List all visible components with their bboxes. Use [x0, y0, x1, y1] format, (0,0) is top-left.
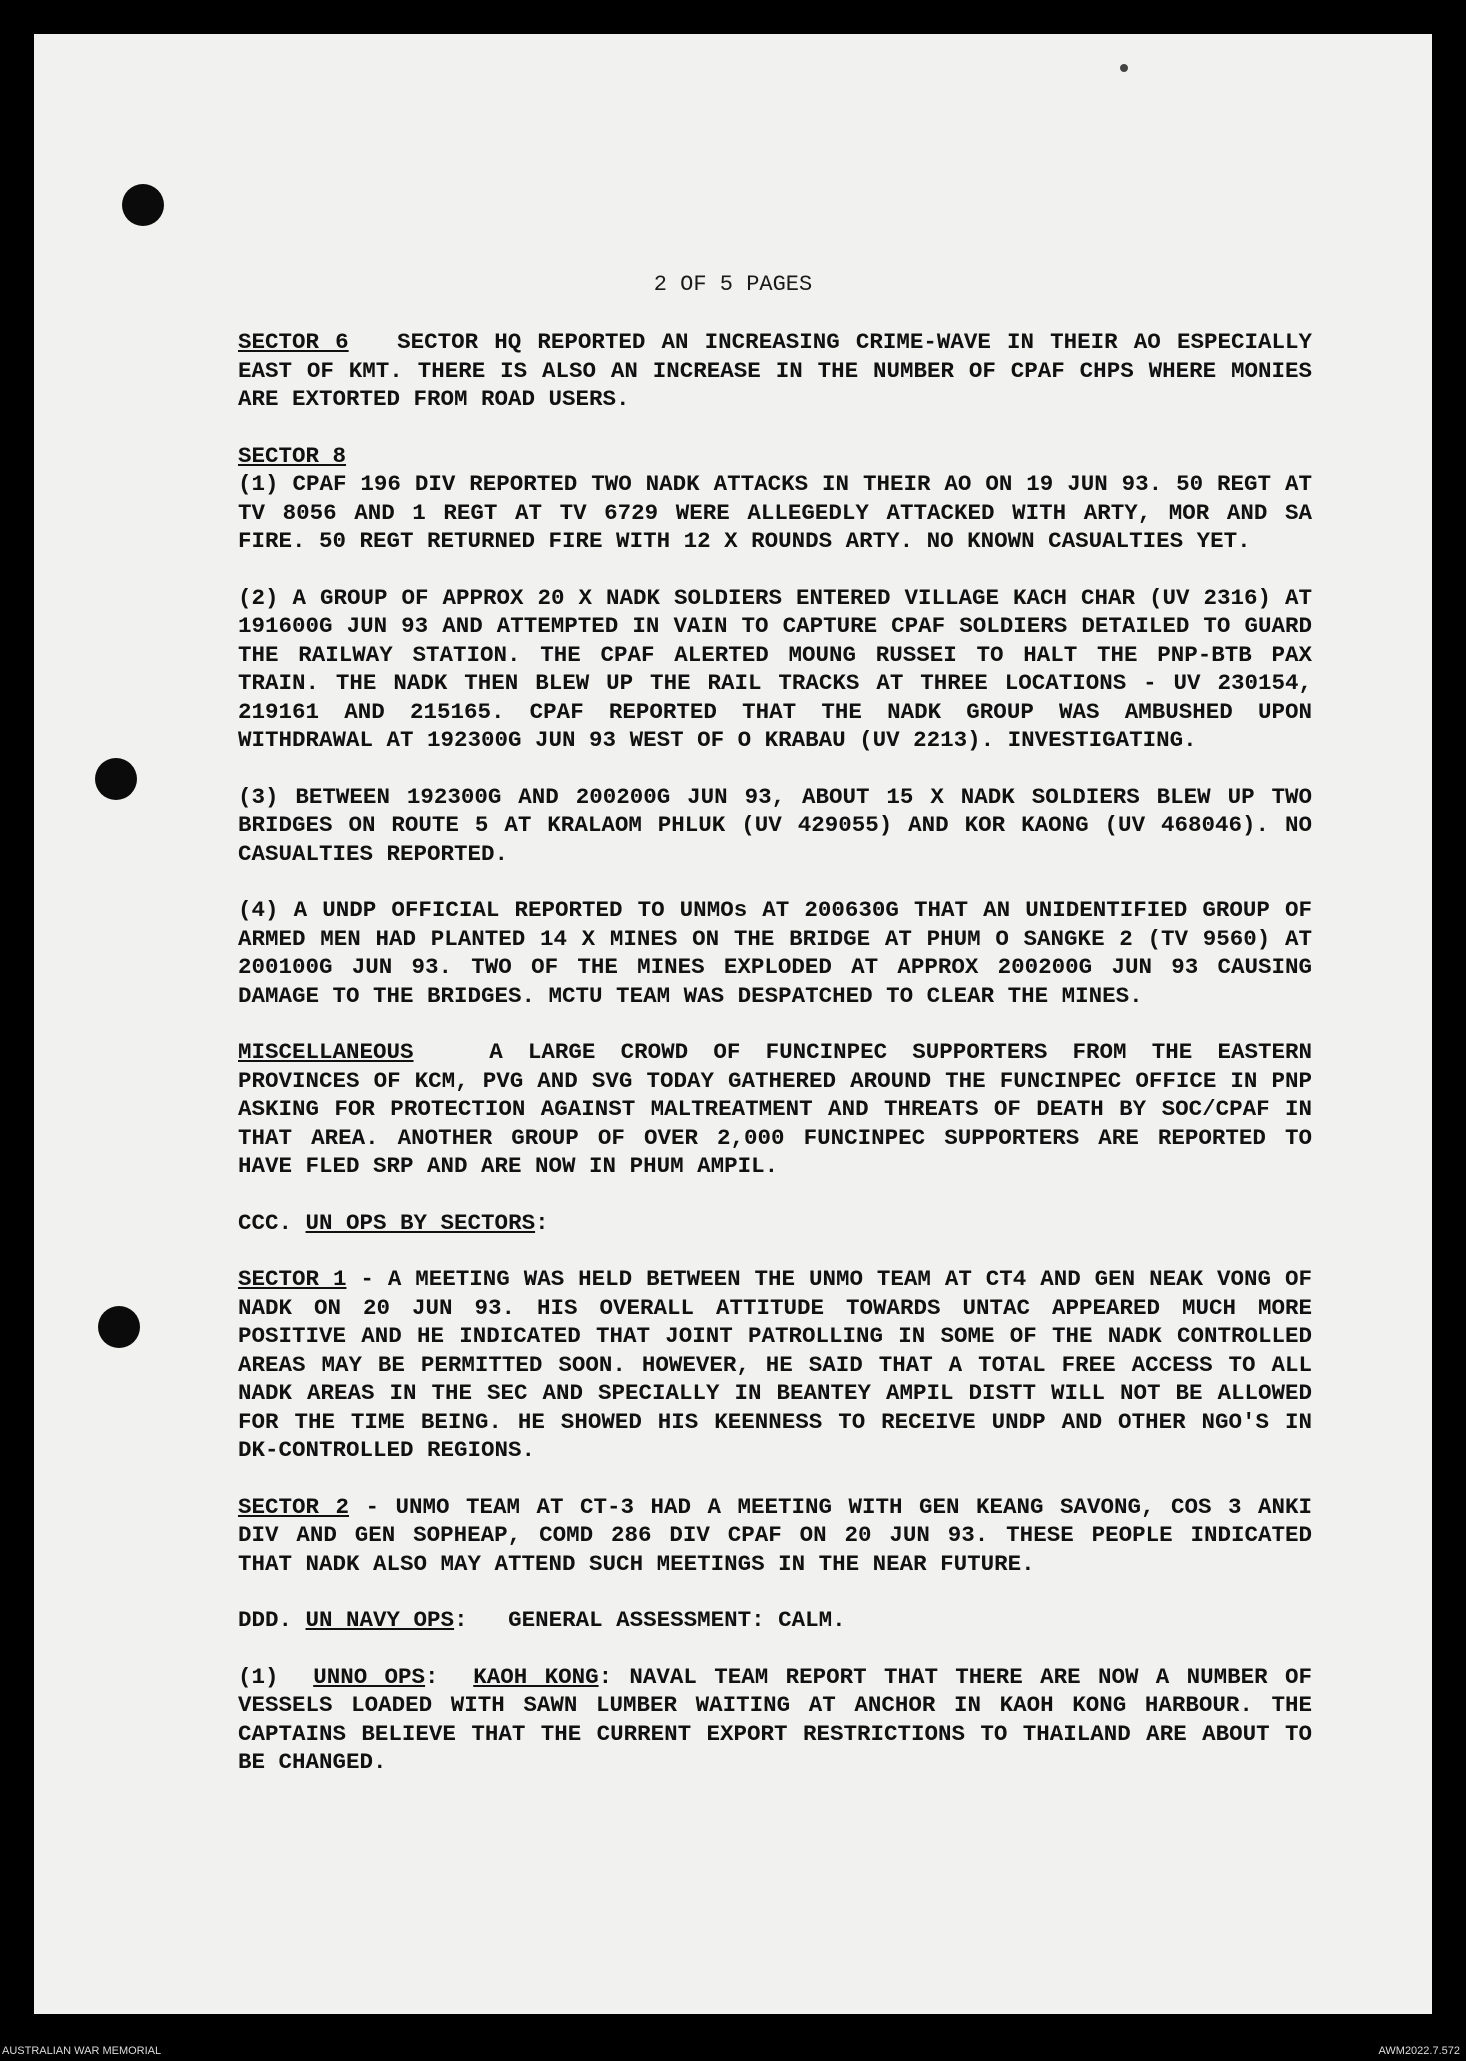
unno-paragraph: [238, 1663, 1312, 1777]
ddd-label: UN NAVY OPS: [305, 1607, 455, 1633]
sector-2-heading: SECTOR 2: [238, 1493, 350, 1520]
ccc-suffix: :: [535, 1209, 549, 1236]
punch-hole: [122, 184, 164, 226]
sector-8-section: [238, 442, 1312, 1011]
miscellaneous-text: A LARGE CROWD OF FUNCINPEC SUPPORTERS FROM THE EASTERN PROVINCES OF KCM, PVG AND SVG TODAY GATHERED AROUND THE FUNCINPEC OFFICE IN PNP ASKING FOR PROTECTION AGAINST MALTREATMENT AND THREATS OF DEATH BY SOC/CPAF IN THAT AREA. ANOTHER GROUP OF OVER 2,000 FUNCINPEC SUPPORTERS ARE REPORTED TO HAVE FLED SRP AND ARE NOW IN PHUM AMPIL.: [238, 1039, 1312, 1179]
ink-speck: [1120, 64, 1128, 72]
unno-place: KAOH KONG: [473, 1663, 599, 1690]
footer-archive-id: AWM2022.7.572: [1378, 2045, 1460, 2057]
punch-hole: [98, 1306, 140, 1348]
unno-prefix: (1): [238, 1663, 279, 1690]
ccc-label: UN OPS BY SECTORS: [305, 1209, 536, 1236]
sector-6-paragraph: [238, 328, 1312, 414]
miscellaneous-heading: MISCELLANEOUS: [238, 1039, 414, 1065]
unno-text: : NAVAL TEAM REPORT THAT THERE ARE NOW A NUMBER OF VESSELS LOADED WITH SAWN LUMBER WAITING AT ANCHOR IN KAOH KONG HARBOUR. THE CAPTAINS BELIEVE THAT THE CURRENT EXPORT RESTRICTIONS TO THAILAND ARE ABOUT TO BE CHANGED.: [238, 1663, 1312, 1775]
sector-6-heading: SECTOR 6: [238, 329, 349, 355]
sector-1-text: - A MEETING WAS HELD BETWEEN THE UNMO TEAM AT CT4 AND GEN NEAK VONG OF NADK ON 20 JUN 93. HIS OVERALL ATTITUDE TOWARDS UNTAC APPEARED MUCH MORE POSITIVE AND HE INDICATED THAT JOINT PATROLLING IN SOME OF THE NADK CONTROLLED AREAS MAY BE PERMITTED SOON. HOWEVER, HE SAID THAT A TOTAL FREE ACCESS TO ALL NADK AREAS IN THE SEC AND SPECIALLY IN BEANTEY AMPIL DISTT WILL NOT BE ALLOWED FOR THE TIME BEING. HE SHOWED HIS KEENNESS TO RECEIVE UNDP AND OTHER NGO'S IN DK-CONTROLLED REGIONS.: [238, 1266, 1312, 1463]
sector-2-text: - UNMO TEAM AT CT-3 HAD A MEETING WITH GEN KEANG SAVONG, COS 3 ANKI DIV AND GEN SOPHEAP, COMD 286 DIV CPAF ON 20 JUN 93. THESE PEOPLE INDICATED THAT NADK ALSO MAY ATTEND SUCH MEETINGS IN THE NEAR FUTURE.: [238, 1493, 1312, 1577]
ccc-heading: [238, 1209, 1312, 1238]
sector-8-item-2: (2) A GROUP OF APPROX 20 X NADK SOLDIERS ENTERED VILLAGE KACH CHAR (UV 2316) AT 191600G JUN 93 AND ATTEMPTED IN VAIN TO CAPTURE CPAF SOLDIERS DETAILED TO GUARD THE RAILWAY STATION. THE CPAF ALERTED MOUNG RUSSEI TO HALT THE PNP-BTB PAX TRAIN. THE NADK THEN BLEW UP THE RAIL TRACKS AT THREE LOCATIONS - UV 230154, 219161 AND 215165. CPAF REPORTED THAT THE NADK GROUP WAS AMBUSHED UPON WITHDRAWAL AT 192300G JUN 93 WEST OF O KRABAU (UV 2213). INVESTIGATING.: [238, 584, 1312, 753]
sector-1-heading: SECTOR 1: [238, 1266, 347, 1292]
punch-hole: [95, 758, 137, 800]
ddd-assessment: GENERAL ASSESSMENT: CALM.: [508, 1607, 846, 1633]
sector-8-heading: SECTOR 8: [238, 442, 347, 469]
unno-label: UNNO OPS: [313, 1663, 426, 1690]
ddd-prefix: DDD.: [238, 1607, 293, 1633]
ddd-heading: [238, 1606, 1312, 1635]
sector-8-item-3: (3) BETWEEN 192300G AND 200200G JUN 93, ABOUT 15 X NADK SOLDIERS BLEW UP TWO BRIDGES ON ROUTE 5 AT KRALAOM PHLUK (UV 429055) AND KOR KAONG (UV 468046). NO CASUALTIES REPORTED.: [238, 783, 1312, 867]
miscellaneous-paragraph: [238, 1038, 1312, 1181]
sector-2-paragraph: [238, 1493, 1312, 1579]
ddd-suffix: :: [454, 1607, 468, 1633]
ccc-prefix: CCC.: [238, 1209, 293, 1236]
sector-6-text: SECTOR HQ REPORTED AN INCREASING CRIME-WAVE IN THEIR AO ESPECIALLY EAST OF KMT. THERE IS ALSO AN INCREASE IN THE NUMBER OF CPAF CHPS WHERE MONIES ARE EXTORTED FROM ROAD USERS.: [238, 329, 1312, 412]
document-page: [34, 34, 1432, 2014]
footer-archive-name: AUSTRALIAN WAR MEMORIAL: [2, 2045, 162, 2057]
sector-8-item-1: (1) CPAF 196 DIV REPORTED TWO NADK ATTACKS IN THEIR AO ON 19 JUN 93. 50 REGT AT TV 8056 AND 1 REGT AT TV 6729 WERE ALLEGEDLY ATTACKED WITH ARTY, MOR AND SA FIRE. 50 REGT RETURNED FIRE WITH 12 X ROUNDS ARTY. NO KNOWN CASUALTIES YET.: [238, 471, 1312, 554]
unno-sep: :: [425, 1663, 439, 1690]
page-number: 2 OF 5 PAGES: [653, 272, 813, 297]
document-body: [238, 328, 1312, 1805]
sector-8-item-4: (4) A UNDP OFFICIAL REPORTED TO UNMOs AT 200630G THAT AN UNIDENTIFIED GROUP OF ARMED MEN HAD PLANTED 14 X MINES ON THE BRIDGE AT PHUM O SANGKE 2 (TV 9560) AT 200100G JUN 93. TWO OF THE MINES EXPLODED AT APPROX 200200G JUN 93 CAUSING DAMAGE TO THE BRIDGES. MCTU TEAM WAS DESPATCHED TO CLEAR THE MINES.: [238, 897, 1312, 1009]
sector-1-paragraph: [238, 1265, 1312, 1465]
